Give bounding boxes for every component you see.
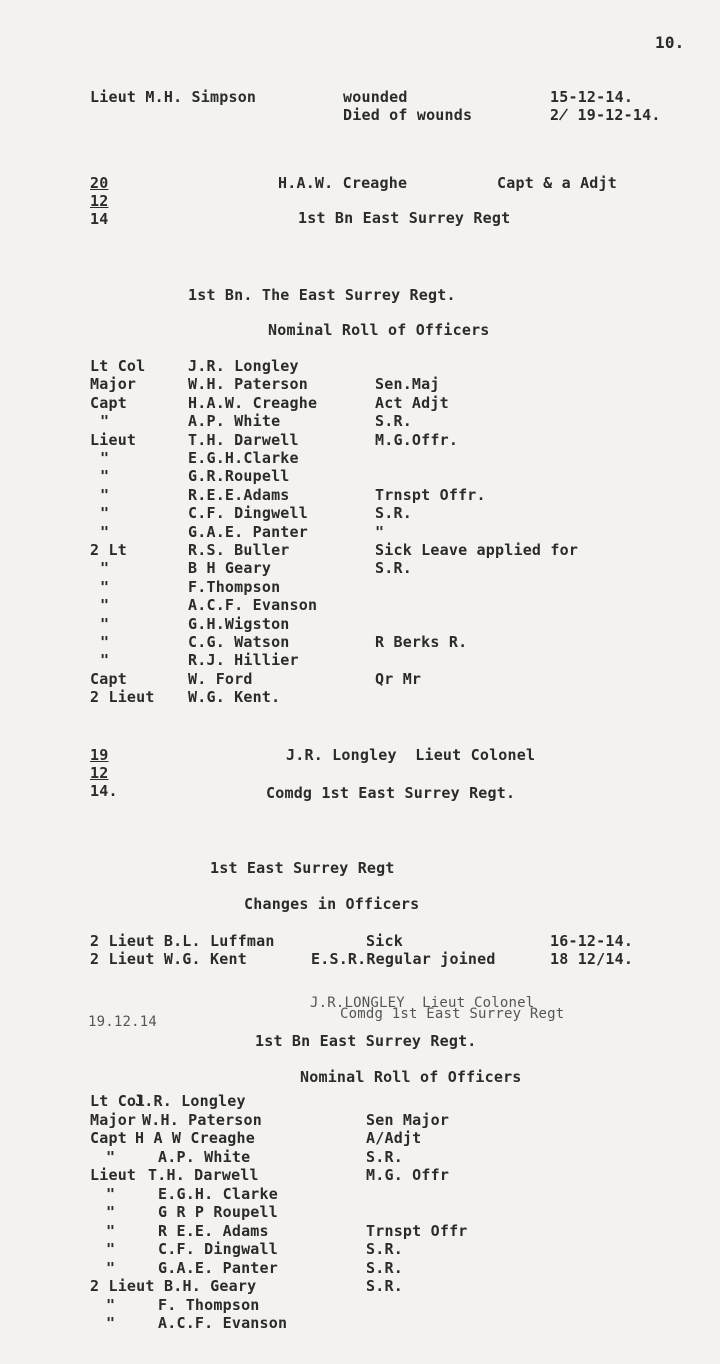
- roll1-row-name: G.A.E. Panter: [188, 523, 308, 541]
- roll1-row-rank: ": [100, 449, 110, 467]
- roll2-row-note: A/Adjt: [366, 1129, 422, 1147]
- roll1-row-name: B H Geary: [188, 559, 272, 577]
- casualty-status-1: wounded: [343, 88, 408, 106]
- roll2-row-rank: ": [106, 1148, 116, 1166]
- roll2-row-note: S.R.: [366, 1277, 403, 1295]
- changes-title: 1st East Surrey Regt: [210, 859, 395, 877]
- roll1-row-rank: Capt: [90, 394, 127, 412]
- roll1-row-name: F.Thompson: [188, 578, 281, 596]
- roll2-row-rank: ": [106, 1222, 116, 1240]
- roll1-row-rank: ": [100, 651, 110, 669]
- roll2-subtitle: Nominal Roll of Officers: [300, 1068, 522, 1086]
- roll1-row-name: H.A.W. Creaghe: [188, 394, 318, 412]
- roll1-row-name: R.E.E.Adams: [188, 486, 290, 504]
- roll2-row-rank: ": [106, 1296, 116, 1314]
- roll2-row-rank: ": [106, 1314, 116, 1332]
- roll1-row-note: R Berks R.: [375, 633, 468, 651]
- casualty-date-1: 15-12-14.: [550, 88, 634, 106]
- roll1-row-note: Sen.Maj: [375, 375, 440, 393]
- roll2-row-name: H A W Creaghe: [135, 1129, 255, 1147]
- sig1-date-month: 12: [90, 192, 109, 210]
- roll2-row-name: R E.E. Adams: [158, 1222, 269, 1240]
- roll2-row-rank: ": [106, 1203, 116, 1221]
- sig3-line1: J.R.LONGLEY Lieut Colonel: [310, 995, 535, 1011]
- roll1-row-rank: ": [100, 523, 110, 541]
- sig1-date-year: 14: [90, 210, 109, 228]
- roll2-row-name: A.C.F. Evanson: [158, 1314, 288, 1332]
- roll1-row-name: E.G.H.Clarke: [188, 449, 299, 467]
- roll1-row-name: R.J. Hillier: [188, 651, 299, 669]
- roll2-row-rank: Capt: [90, 1129, 127, 1147]
- roll1-row-rank: Capt: [90, 670, 127, 688]
- roll1-row-name: W.H. Paterson: [188, 375, 308, 393]
- roll2-row-name: A.P. White: [158, 1148, 251, 1166]
- roll2-row-rank: ": [106, 1185, 116, 1203]
- roll2-row-rank: ": [106, 1259, 116, 1277]
- roll1-row-note: M.G.Offr.: [375, 431, 459, 449]
- roll2-row-note: S.R.: [366, 1148, 403, 1166]
- sig2-date-day: 19: [90, 746, 109, 764]
- casualty-status-2: Died of wounds: [343, 106, 473, 124]
- roll1-row-rank: ": [100, 559, 110, 577]
- roll1-row-rank: 2 Lt: [90, 541, 127, 559]
- sig3-line2: Comdg 1st East Surrey Regt: [340, 1006, 565, 1022]
- sig1-date-day: 20: [90, 174, 109, 192]
- roll2-row-note: Sen Major: [366, 1111, 450, 1129]
- casualty-date-2: 2̸ 19-12-14.: [550, 106, 661, 124]
- roll1-row-rank: Lt Col: [90, 357, 146, 375]
- changes-row-event: Sick: [366, 932, 403, 950]
- roll1-row-rank: Lieut: [90, 431, 137, 449]
- roll1-row-name: C.F. Dingwell: [188, 504, 308, 522]
- changes-row-event: E.S.R.Regular joined: [311, 950, 496, 968]
- sig1-rank: Capt & a Adjt: [497, 174, 617, 192]
- roll1-row-note: Trnspt Offr.: [375, 486, 486, 504]
- roll2-row-note: S.R.: [366, 1240, 403, 1258]
- roll2-row-name: G R P Roupell: [158, 1203, 278, 1221]
- roll2-row-note: S.R.: [366, 1259, 403, 1277]
- sig1-unit: 1st Bn East Surrey Regt: [298, 209, 511, 227]
- roll1-row-note: Sick Leave applied for: [375, 541, 579, 559]
- sig2-date-year: 14.: [90, 782, 118, 800]
- roll2-row-note: Trnspt Offr: [366, 1222, 468, 1240]
- roll1-row-name: J.R. Longley: [188, 357, 299, 375]
- roll1-row-rank: ": [100, 412, 110, 430]
- roll1-row-rank: ": [100, 486, 110, 504]
- page-number: 10.: [655, 33, 685, 52]
- sig2-line1: J.R. Longley Lieut Colonel: [286, 746, 536, 764]
- sig2-line2: Comdg 1st East Surrey Regt.: [266, 784, 516, 802]
- changes-row-date: 18 12/14.: [550, 950, 634, 968]
- roll1-row-rank: ": [100, 615, 110, 633]
- roll1-row-name: A.C.F. Evanson: [188, 596, 318, 614]
- roll1-row-note: Act Adjt: [375, 394, 449, 412]
- changes-row-name: 2 Lieut W.G. Kent: [90, 950, 247, 968]
- roll2-row-name: J.R. Longley: [135, 1092, 246, 1110]
- roll1-row-note: S.R.: [375, 504, 412, 522]
- roll2-row-note: M.G. Offr: [366, 1166, 450, 1184]
- roll1-row-name: G.H.Wigston: [188, 615, 290, 633]
- roll2-row-name: F. Thompson: [158, 1296, 260, 1314]
- roll2-row-rank: Lieut: [90, 1166, 137, 1184]
- roll2-row-name: T.H. Darwell: [148, 1166, 259, 1184]
- roll1-row-name: T.H. Darwell: [188, 431, 299, 449]
- roll2-row-name: B.H. Geary: [164, 1277, 257, 1295]
- changes-subtitle: Changes in Officers: [244, 895, 420, 913]
- roll1-row-rank: ": [100, 504, 110, 522]
- casualty-name: Lieut M.H. Simpson: [90, 88, 257, 106]
- roll2-title: 1st Bn East Surrey Regt.: [255, 1032, 477, 1050]
- sig1-name: H.A.W. Creaghe: [278, 174, 408, 192]
- roll2-row-name: E.G.H. Clarke: [158, 1185, 278, 1203]
- changes-row-name: 2 Lieut B.L. Luffman: [90, 932, 275, 950]
- roll1-row-name: W. Ford: [188, 670, 253, 688]
- roll1-subtitle: Nominal Roll of Officers: [268, 321, 490, 339]
- roll1-row-name: G.R.Roupell: [188, 467, 290, 485]
- roll2-row-rank: Major: [90, 1111, 137, 1129]
- roll1-row-rank: ": [100, 578, 110, 596]
- roll1-row-rank: Major: [90, 375, 137, 393]
- roll1-row-note: ": [375, 523, 385, 541]
- roll1-title: 1st Bn. The East Surrey Regt.: [188, 286, 456, 304]
- roll1-row-rank: ": [100, 467, 110, 485]
- roll1-row-rank: 2 Lieut: [90, 688, 155, 706]
- roll1-row-rank: ": [100, 596, 110, 614]
- roll1-row-name: C.G. Watson: [188, 633, 290, 651]
- roll1-row-name: W.G. Kent.: [188, 688, 281, 706]
- roll2-row-name: G.A.E. Panter: [158, 1259, 278, 1277]
- roll1-row-rank: ": [100, 633, 110, 651]
- roll2-row-rank: 2 Lieut: [90, 1277, 155, 1295]
- roll2-row-rank: Lt Col: [90, 1092, 146, 1110]
- roll2-row-rank: ": [106, 1240, 116, 1258]
- sig3-date: 19.12.14: [88, 1014, 158, 1030]
- roll1-row-name: R.S. Buller: [188, 541, 290, 559]
- roll1-row-note: Qr Mr: [375, 670, 422, 688]
- roll1-row-note: S.R.: [375, 559, 412, 577]
- roll1-row-note: S.R.: [375, 412, 412, 430]
- roll2-row-name: W.H. Paterson: [142, 1111, 262, 1129]
- changes-row-date: 16-12-14.: [550, 932, 634, 950]
- roll1-row-name: A.P. White: [188, 412, 281, 430]
- sig2-date-month: 12: [90, 764, 109, 782]
- roll2-row-name: C.F. Dingwall: [158, 1240, 278, 1258]
